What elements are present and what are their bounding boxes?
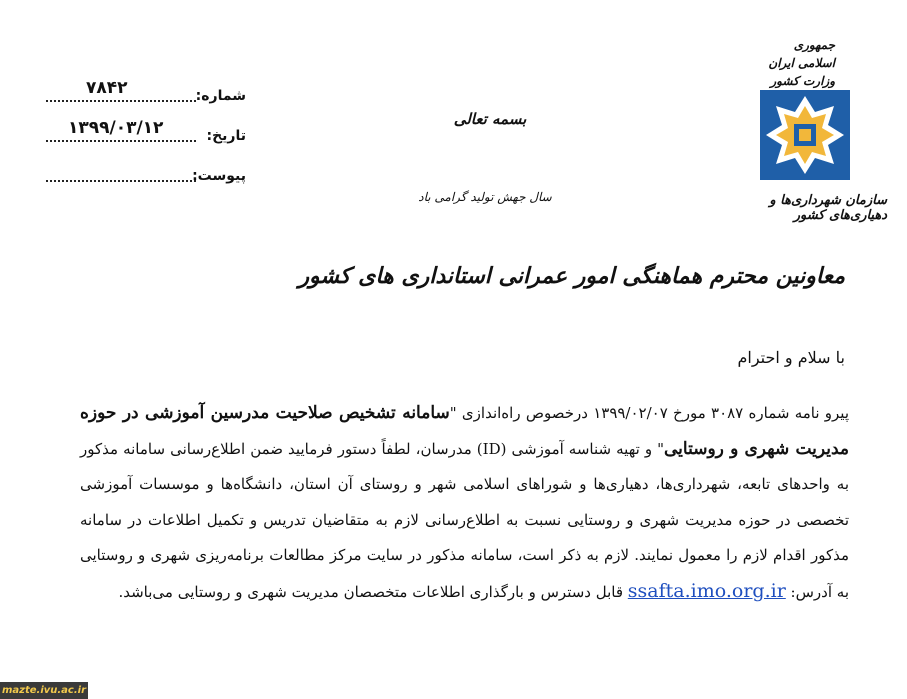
letter-body (80, 396, 849, 610)
logo-header-text (755, 36, 835, 90)
source-watermark: mazte.ivu.ac.ir (0, 682, 88, 699)
letter-date-label: تاریخ: (206, 128, 246, 144)
logo-line-ministry: وزارت کشور (770, 74, 835, 88)
letter-attachment-label: پیوست: (192, 168, 246, 184)
letter-attachment-field (46, 160, 246, 184)
logo-line-republic: جمهوری اسلامی ایران (768, 38, 835, 70)
number-dotted-line (46, 100, 196, 102)
system-title-bold: سامانه تشخیص صلاحیت مدرسین آموزشی در حوزه مدیریت شهری و روستایی (80, 403, 850, 459)
letter-number-value: ۷۸۴۲ (86, 78, 128, 98)
addressee-heading: معاونین محترم هماهنگی امور عمرانی استانداری های کشور (298, 263, 845, 289)
greeting-line: با سلام و احترام (737, 348, 845, 367)
body-part-1: پیرو نامه شماره ۳۰۸۷ مورخ ۱۳۹۹/۰۲/۰۷ درخصوص راه‌اندازی " (449, 404, 850, 422)
letter-date-field (46, 120, 246, 144)
date-dotted-line (46, 140, 196, 142)
letter-date-value: ۱۳۹۹/۰۳/۱۲ (68, 118, 164, 138)
letter-number-field (46, 80, 246, 104)
organization-name: سازمان شهرداری‌ها و دهیاری‌های کشور (769, 193, 887, 223)
ministry-emblem-icon (760, 90, 850, 184)
bismillah-heading: بسمه تعالی (453, 110, 527, 128)
body-part-2: " و تهیه شناسه آموزشی (ID) مدرسان، لطفاً دستور فرمایید ضمن اطلاع‌رسانی سامانه مذکور به واحدهای تابعه، شهرداری‌ها، دهیاری‌ها و شوراهای اسلامی شهر و روستای آن استان، دانشگاه‌ها و موسسات آموزشی تخصصی در حوزه مدیریت شهری و روستایی نسبت به اطلاع‌رسانی لازم به متقاضیان تدریس و تکمیل اطلاعات در سامانه مذکور اقدام لازم را معمول نمایند. لازم به ذکر است، سامانه مذکور در سایت مرکز مطالعات برنامه‌ریزی شهری و روستایی به آدرس: (80, 439, 849, 601)
body-part-3: قابل دسترس و بارگذاری اطلاعات متخصصان مدیریت شهری و روستایی می‌باشد. (118, 582, 628, 601)
website-link[interactable]: ssafta.imo.org.ir (627, 579, 786, 602)
year-slogan: سال جهش تولید گرامی باد (418, 190, 552, 204)
attachment-dotted-line (46, 180, 196, 182)
letter-number-label: شماره: (195, 88, 246, 104)
